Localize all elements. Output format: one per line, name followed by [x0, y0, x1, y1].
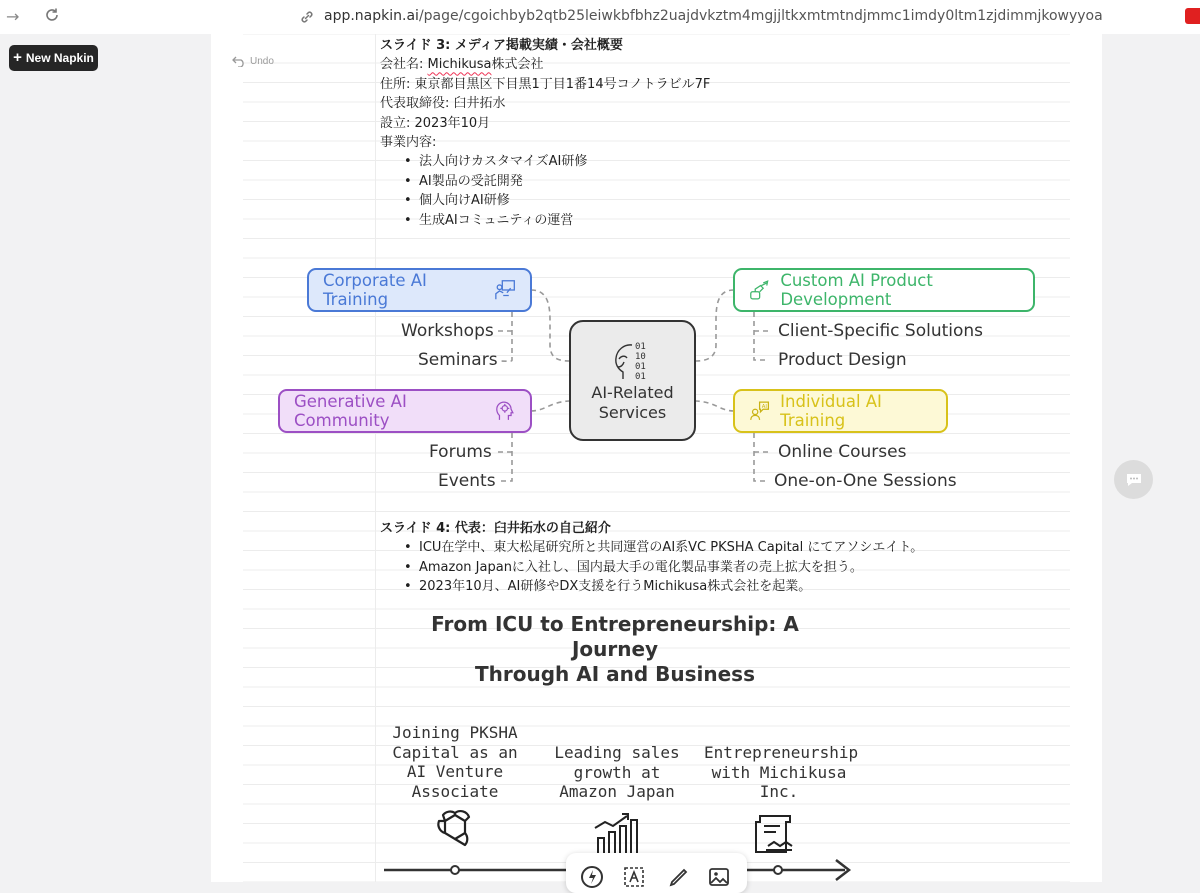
text-box-icon[interactable]	[622, 865, 646, 889]
new-napkin-label: New Napkin	[25, 51, 94, 65]
leaf-product-design[interactable]: Product Design	[778, 350, 907, 370]
slide3-heading: スライド 3: メディア掲載実績・会社概要	[380, 38, 623, 53]
forward-arrow-icon[interactable]: →	[6, 7, 20, 26]
plus-icon: +	[13, 49, 22, 66]
timeline-title-line1: From ICU to Entrepreneurship: A Journey	[431, 612, 799, 661]
list-item: • 生成AIコミュニティの運営	[402, 211, 710, 230]
leaf-forums[interactable]: Forums	[429, 442, 492, 462]
svg-text:01: 01	[634, 371, 646, 382]
timeline-label[interactable]: Joining PKSHA Capital as an AI Venture Associate	[392, 723, 518, 801]
openai-knot-icon	[438, 811, 469, 845]
svg-text:01: 01	[634, 361, 646, 372]
sparkle-generate-icon[interactable]	[580, 865, 604, 889]
timeline-label[interactable]: Leading sales growth at Amazon Japan	[554, 743, 680, 801]
chat-bubble-icon	[1125, 472, 1143, 488]
leaf-workshops[interactable]: Workshops	[401, 321, 494, 341]
ceo-line: 代表取締役: 臼井拓水	[380, 96, 506, 112]
leaf-online-courses[interactable]: Online Courses	[778, 442, 907, 462]
founded-line: 設立: 2023年10月	[380, 115, 491, 131]
svg-text:10: 10	[634, 351, 646, 362]
url-host: app.napkin.ai	[324, 8, 419, 24]
custom-ai-product-label: Custom AI Product Development	[780, 271, 933, 309]
bottom-toolbar	[566, 853, 747, 893]
address-line: 住所: 東京都目黒区下目黒1丁目1番14号コノトラビル7F	[380, 76, 711, 92]
list-item: • ICU在学中、東大松尾研究所と共同運営のAI系VC PKSHA Capital にてアソシエイト。	[402, 538, 923, 557]
image-icon[interactable]	[707, 865, 731, 889]
list-item: • 法人向けカスタマイズAI研修	[402, 152, 710, 171]
pen-icon[interactable]	[667, 865, 691, 889]
center-label-line1: AI-Related	[591, 382, 674, 402]
growth-bars-icon	[595, 814, 637, 854]
leaf-seminars[interactable]: Seminars	[418, 350, 498, 370]
timeline-label[interactable]: Entrepreneurship with Michikusa Inc.	[704, 743, 859, 801]
company-name: Michikusa	[427, 57, 492, 73]
list-item: • Amazon Japanに入社し、国内最大手の電化製品事業者の売上拡大を担う。	[402, 558, 923, 577]
leaf-client-specific-solutions[interactable]: Client-Specific Solutions	[778, 321, 984, 341]
svg-text:01: 01	[634, 341, 646, 352]
undo-label: Undo	[250, 55, 274, 67]
corporate-ai-training-label: Corporate AI Training	[323, 271, 427, 309]
leaf-one-on-one-sessions[interactable]: One-on-One Sessions	[774, 471, 957, 491]
slide4-heading: スライド 4: 代表：臼井拓水の自己紹介	[380, 521, 611, 536]
company-line: 会社名: Michikusa株式会社	[380, 57, 544, 73]
timeline-title-line2: Through AI and Business	[475, 662, 755, 686]
leaf-events[interactable]: Events	[438, 471, 496, 491]
list-item: • AI製品の受託開発	[402, 172, 710, 191]
list-item: • 個人向けAI研修	[402, 191, 710, 210]
document-handshake-icon	[756, 816, 792, 852]
list-item: • 2023年10月、AI研修やDX支援を行うMichikusa株式会社を起業。	[402, 577, 923, 596]
url-path: /page/cgoichbyb2qtb25leiwkbfbhz2uajdvkztm4mgjjltkxmtmtndjmmc1imdy0ltm1zjdimmjkowyyoa	[418, 8, 1103, 24]
business-label: 事業内容:	[380, 135, 437, 151]
center-label-line2: Services	[598, 402, 667, 422]
generative-ai-community-label: Generative AI Community	[294, 392, 407, 430]
individual-ai-training-label: Individual AI Training	[780, 392, 882, 430]
chat-button[interactable]	[1114, 460, 1153, 499]
svg-text:AI: AI	[761, 403, 767, 410]
